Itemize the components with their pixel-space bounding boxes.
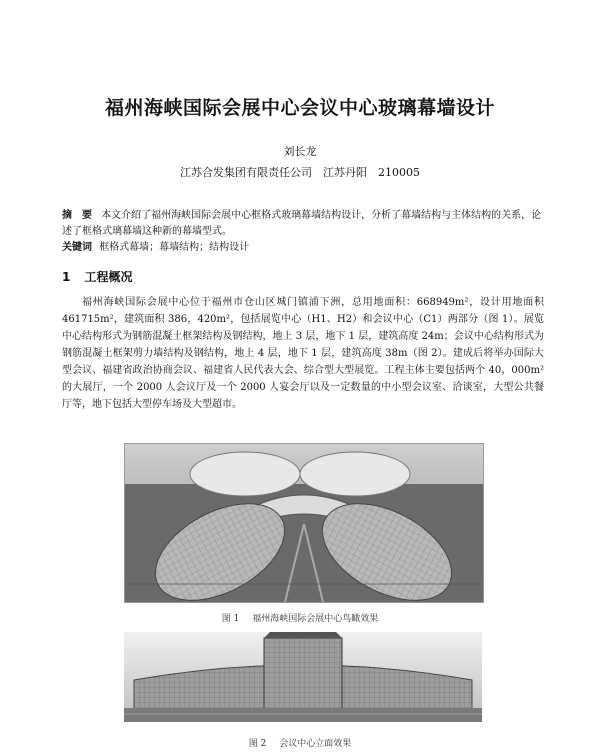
section-title: 工程概况 [84, 270, 133, 284]
figure-1-aerial-image [124, 443, 484, 603]
section-heading [62, 268, 133, 285]
figure-1-number: 图 1 [221, 614, 240, 624]
paper-title: 福州海峡国际会展中心会议中心玻璃幕墙设计 [104, 97, 495, 119]
abstract-text: 本文介绍了福州海峡国际会展中心框格式玻璃幕墙结构设计，分析了幕墙结构与主体结构的关系，论述了框格式璃幕墙这种新的幕墙型式。 [62, 210, 542, 237]
figure-2-elevation-image [124, 632, 482, 722]
figure-2-caption-text: 会议中心立面效果 [279, 739, 352, 749]
abstract-label: 摘 要 [62, 210, 92, 221]
abstract [62, 208, 544, 240]
figure-2-number: 图 2 [248, 739, 267, 749]
figure-2-caption [0, 736, 600, 749]
keywords [62, 241, 544, 255]
author-name: 刘长龙 [283, 145, 317, 158]
figure-1-caption [0, 611, 600, 624]
keywords-label: 关键词 [62, 242, 92, 253]
keywords-text: 框格式幕墙；幕墙结构；结构设计 [99, 242, 250, 253]
section-number: 1 [62, 270, 71, 284]
figure-1-caption-text: 福州海峡国际会展中心鸟瞰效果 [252, 614, 379, 624]
body-paragraph: 福州海峡国际会展中心位于福州市仓山区城门镇浦下洲，总用地面积：668949m²，设计用地面积 461715m²，建筑面积 386，420m²，包括展览中心（H1、H2）和会议中心（C1）两部分（图 1）。展览中心结构形式为钢筋混凝土框架结构及钢结构，地上 3 层，地下 1 层，建筑高度 24m；会议中心结构形式为钢筋混凝土框架剪力墙结构及钢结构，地上 4 层，地下 1 层，建筑高度 38m（图 2）。建成后将举办国际大型会议、福建省政治协商会议、福建省人民代表大会、综合型大型展览。工程主体主要包括两个 40，000m² 的大展厅，一个 2000 人会议厅及一个 2000 人宴会厅以及一定数量的中小型会议室、洽谈室，大型公共餐厅等，地下包括大型停车场及大型超市。 [62, 297, 544, 410]
author-affiliation: 江苏合发集团有限责任公司 江苏丹阳 210005 [180, 166, 420, 179]
